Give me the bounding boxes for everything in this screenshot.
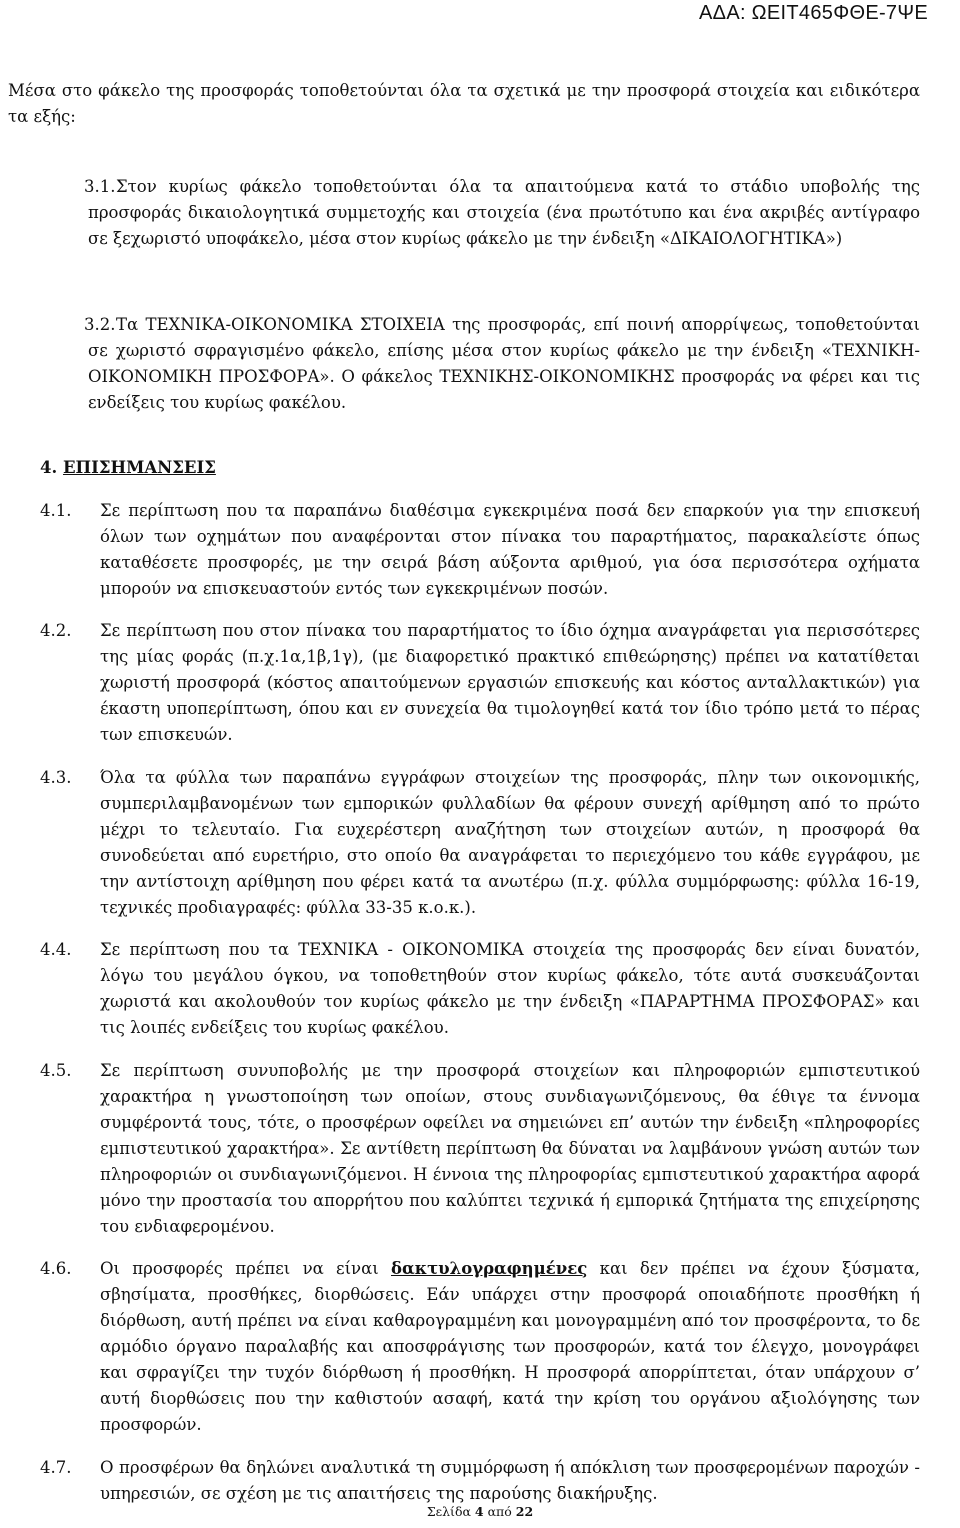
list-item-4-5 [0, 1058, 960, 1240]
of-word: από [487, 1504, 512, 1519]
page-total: 22 [515, 1504, 534, 1519]
item-number: 3.2. [84, 314, 116, 334]
page-word: Σελίδα [426, 1504, 471, 1519]
intro-paragraph: Μέσα στο φάκελο της προσφοράς τοποθετούνται όλα τα σχετικά με την προσφορά στοιχεία και ειδικότερα τα εξής: [8, 81, 920, 126]
list-item-4-2 [0, 618, 960, 748]
list-item-4-7 [0, 1455, 960, 1507]
item-number: 4.3. [40, 767, 72, 787]
item-number: 4.6. [40, 1259, 72, 1278]
list-item-4-6 [0, 1256, 960, 1438]
item-text: Στον κυρίως φάκελο τοποθετούνται όλα τα απαιτούμενα κατά το στάδιο υποβολής της προσφοράς δικαιολογητικά συμμετοχής και στοιχεία (ένα πρωτότυπο και ένα ακριβές αντίγραφο σε ξεχωριστό υποφάκελο, μέσα στον κυρίως φάκελο με την ένδειξη «ΔΙΚΑΙΟΛΟΓΗΤΙΚΑ») [88, 176, 920, 248]
item-text [100, 1256, 920, 1438]
list-item-4-4 [0, 937, 960, 1041]
item-number: 4.1. [40, 500, 72, 520]
item-text-start: Οι προσφορές πρέπει να είναι [100, 1259, 391, 1278]
item-text: Σε περίπτωση που στον πίνακα του παραρτήματος το ίδιο όχημα αναγράφεται για περισσότερες της μίας φοράς (π.χ.1α,1β,1γ), (με διαφορετικό πρακτικό επιθεώρησης) πρέπει να κατατίθεται χωριστή προσφορά (κόστος απαιτούμενων εργασιών επισκευής και κόστος ανταλλακτικών) για έκαστη υποπερίπτωση, όπου και εν συνεχεία θα τιμολογηθεί κατά τον ίδιο τρόπο μετά το πέρας των επισκευών. [100, 621, 920, 744]
document-body [0, 78, 960, 1523]
list-item-3-1 [0, 174, 960, 252]
item-text: Όλα τα φύλλα των παραπάνω εγγράφων στοιχείων της προσφοράς, πλην των οικονομικής, συμπεριλαμβανομένων των εμπορικών φυλλαδίων θα φέρουν συνεχή αρίθμηση από το πρώτο μέχρι το τελευταίο. Για ευχερέστερη αναζήτηση των στοιχείων αυτών, η προσφορά θα συνοδεύεται από ευρετήριο, στο οποίο θα αναγράφεται το περιεχόμενο του κάθε εγγράφου, με την αντίστοιχη αρίθμηση που φέρει κατά τα ανωτέρω (π.χ. φύλλα συμμόρφωσης: φύλλα 16-19, τεχνικές προδιαγραφές: φύλλα 33-35 κ.ο.κ.). [100, 767, 920, 917]
section-number: 4. [40, 458, 58, 477]
item-text: Σε περίπτωση που τα παραπάνω διαθέσιμα εγκεκριμένα ποσά δεν επαρκούν για την επισκευή όλων των οχημάτων που αναφέρονται στον πίνακα του παραρτήματος, παρακαλείστε όπως καταθέσετε προσφορές, με την σειρά βάση αύξοντα αριθμού, για όσα περισσότερα οχήματα μπορούν να επισκευαστούν εντός των εγκεκριμένων ποσών. [100, 500, 920, 598]
item-text: Τα ΤΕΧΝΙΚΑ-ΟΙΚΟΝΟΜΙΚΑ ΣΤΟΙΧΕΙΑ της προσφοράς, επί ποινή απορρίψεως, τοποθετούνται σε χωριστό σφραγισμένο φάκελο, επίσης μέσα στον κυρίως φάκελο με την ένδειξη «ΤΕΧΝΙΚΗ-ΟΙΚΟΝΟΜΙΚΗ ΠΡΟΣΦΟΡΑ». Ο φάκελος ΤΕΧΝΙΚΗΣ-ΟΙΚΟΝΟΜΙΚΗΣ προσφοράς να φέρει και τις ενδείξεις του κυρίως φακέλου. [88, 314, 920, 412]
page-footer [0, 1504, 960, 1519]
item-number: 4.7. [40, 1457, 72, 1477]
item-text-rest: και δεν πρέπει να έχουν ξύσματα, σβησίματα, προσθήκες, διορθώσεις. Εάν υπάρχει στην προσφορά οποιαδήποτε προσθήκη ή διόρθωση, αυτή πρέπει να είναι καθαρογραμμένη και μονογραμμένη από τον προσφέροντα, το δε αρμόδιο όργανο παραλαβής και αποσφράγισης των προσφορών, κατά τον έλεγχο, μονογράφει και σφραγίζει την τυχόν διόρθωση ή προσθήκη. Η προσφορά απορρίπτεται, όταν υπάρχουν σ’ αυτή διορθώσεις που την καθιστούν ασαφή, κατά την κρίση του οργάνου αξιολόγησης των προσφορών. [100, 1259, 920, 1434]
ada-header: ΑΔΑ: ΩΕΙΤ465ΦΘΕ-7ΨΕ [699, 2, 928, 24]
item-text: Σε περίπτωση συνυποβολής με την προσφορά στοιχείων και πληροφοριών εμπιστευτικού χαρακτήρα η γνωστοποίηση των οποίων, στους συνδιαγωνιζόμενους, θα έθιγε τα έννομα συμφέροντά τους, τότε, ο προσφέρων οφείλει να σημειώνει επ’ αυτών την ένδειξη «πληροφορίες εμπιστευτικού χαρακτήρα». Σε αντίθετη περίπτωση θα δύναται να λαμβάνουν γνώση αυτών των πληροφοριών οι συνδιαγωνιζόμενοι. Η έννοια της πληροφορίας εμπιστευτικού χαρακτήρα αφορά μόνο την προστασία του απορρήτου που καλύπτει τεχνικά ή εμπορικά ζητήματα της επιχείρησης του ενδιαφερομένου. [100, 1060, 920, 1236]
page-number: 4 [474, 1504, 484, 1519]
item-number: 4.2. [40, 621, 72, 640]
list-item-4-3 [0, 765, 960, 921]
item-text: Ο προσφέρων θα δηλώνει αναλυτικά τη συμμόρφωση ή απόκλιση των προσφερομένων παροχών - υπηρεσιών, σε σχέση με τις απαιτήσεις της παρούσης διακήρυξης. [100, 1457, 920, 1503]
section-heading [40, 455, 960, 481]
item-number: 3.1. [84, 176, 116, 196]
item-number: 4.5. [40, 1060, 72, 1080]
section-title: ΕΠΙΣΗΜΑΝΣΕΙΣ [62, 458, 216, 477]
emphasis-typed: δακτυλογραφημένες [391, 1259, 588, 1278]
list-item-4-1 [0, 498, 960, 602]
item-text: Σε περίπτωση που τα ΤΕΧΝΙΚΑ - ΟΙΚΟΝΟΜΙΚΑ στοιχεία της προσφοράς δεν είναι δυνατόν, λόγω του μεγάλου όγκου, να τοποθετηθούν στον κυρίως φάκελο, τότε αυτά συσκευάζονται χωριστά και ακολουθούν τον κυρίως φάκελο με την ένδειξη «ΠΑΡΑΡΤΗΜΑ ΠΡΟΣΦΟΡΑΣ» και τις λοιπές ενδείξεις του κυρίως φακέλου. [100, 940, 920, 1037]
item-number: 4.4. [40, 940, 72, 959]
list-item-3-2 [0, 312, 960, 416]
